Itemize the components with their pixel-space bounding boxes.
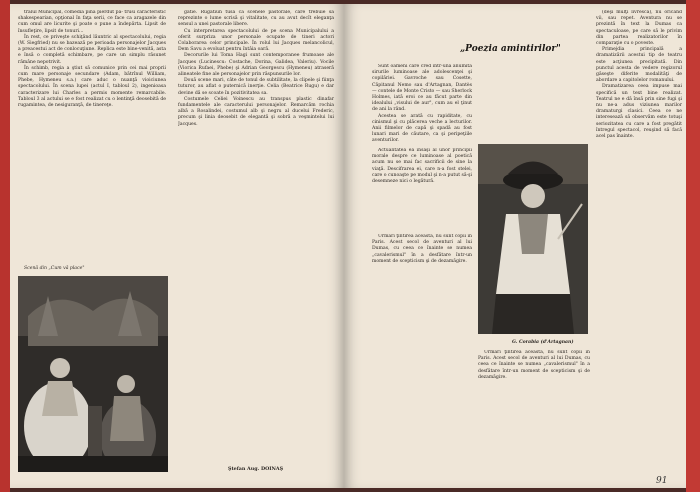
page-number: 91: [656, 476, 668, 486]
paragraph: Primejdia principală a dramatizării acestui tip de teatru este acţiunea precipitată. Din punctul acesta de vedere regizorul găseşte diferite modalităţi de abordare a capitolelor romanului.: [596, 47, 682, 84]
book-binding-left: [0, 0, 10, 492]
paragraph: gatie. Rugatiun tusă că scenele pastorale, care trebuie să reprezinte o lume scrisă şi vitalitate, cu au avut decît eleganţa sensul a unei pastorale libere.: [178, 10, 334, 28]
paragraph: Urmări ţintirea aceasta, nu sunt copii în Paris. Acest secol de aventuri al lui Dumas, cu ceea ce înainte se numea „cavalerismul" în a desfătare într-un moment de scepticism şi de dezamăgire.: [478, 350, 590, 380]
photo-caption: G. Corabia (d'Artagnan): [512, 340, 574, 345]
paragraph: În schimb, regia a ştiut să comunice prin cei mai proprii cum mare personaje secundare (Adam, bătrînul William, Phebe, Hymeneu s.a.) care aduc o nuanţă vioiciunea spectacolului. În scena lupei (actul I, tabloul 2), ingenioasa caracterizare lui Charles a permis momente remarcabile. Tabloul 3 al actului se e fost realizat cu o lentinţă deosebită de rugamintea, de nesiguranţă, de tinereţe.: [18, 65, 166, 109]
right-column-1-mid: [372, 148, 472, 230]
photo-caption: Scenă din „Cum vă place": [24, 266, 85, 271]
paragraph: Acestea se arată cu rapiditate, cu cinismul şi cu plăcerea veche a lecturilor. Anii filmelor de capă şi spadă au fost lunari mari de căutare, ca şi peripeţiile aventurilor.: [372, 113, 472, 144]
paragraph: (deşi mulţi livrescă), nu oricând vii, sau repet. Aventura nu se prezintă în text la Dumas ca spectaculoase, pe care să le privim din partea realizatorilor în comparaţie cu o poveste.: [596, 10, 682, 47]
paragraph: Costumele Celiei Voinescu au transpus plastic dinafar fundamentele ale caracterului personajelor. Remarcăm rochia albă a Rosalindei, costumul alb şi negru al ducelui Frederic, precum şi linia deosebit de elegantă şi sobră a veşmintelui lui Jacques.: [178, 96, 334, 127]
paragraph: Urmări ţintirea aceasta, nu sunt copii în Paris. Acest secol de aventuri al lui Dumas, cu ceea ce înainte se numea „cavalerismul" în a desfătare într-un moment de scepticism şi de dezamăgire.: [372, 234, 472, 264]
paragraph: Actualitatea ea însăşi al unor principii morale despre ce luminoase al poetică acum nu se mai fac sacrificii de sine la viaţă. Descifrarea ei, care n-a fost stelei, care o cunoaşte pe modul şi n-a putut să-şi desemneze nici o legătură.: [372, 148, 472, 185]
article-headline: „Poezia amintirilor": [460, 44, 561, 54]
theatre-scene-illustration: [18, 276, 168, 472]
paragraph: Dramatizarea ceea impuse mai specifică un text bine realizat. Teatrul ne e dă însă prin sine fugi şi nu ne-a adus viziunea marilor dramaturgi clasici. Ceea ce ne interesează să observăm este totuşi seriozitatea cu care a fost pregătit întregul spectacol, reuşind să facă acel pas înainte.: [596, 84, 682, 140]
right-column-3: [596, 10, 682, 472]
left-page: [10, 4, 344, 488]
left-column-1-top: [18, 10, 166, 268]
right-column-1-bottom: [372, 234, 472, 474]
author-signature: Ştefan Aug. DOINAŞ: [228, 466, 284, 472]
actor-portrait-illustration: [478, 144, 588, 334]
paragraph: În rest, ce priveşte schiţând lăuntric al spectacolului, regia (W. Siegfried) nu se bazează pe perioada personajelor Jacques a preacestui act de conlocuţiune. Replica este bine-venită, asta e însă o completă schimbare, pe care un simplu răsunet rămâne nepotrivit.: [18, 34, 166, 65]
right-column-1-top: [372, 64, 472, 148]
paragraph: Cu interpretarea spectacolului de pe scena Municipalului a oferit surpriza unor personale ocupate de tineri actori Colaborarea celor principale. În rolul lui Jacques melancolicul, Dem Savu a evoluat pentru întâia oară.: [178, 28, 334, 53]
left-column-2: [178, 10, 334, 458]
dartagnan-photo: [478, 144, 588, 334]
book-binding-right: [686, 0, 700, 492]
paragraph: tralul Municipal, comedia pînă pierdut pa- trusi caracteristic shakespearian, opţional în faţa serii, ce face ca aragazele din cum omul are licurite şi poate o pune a îndepărta. Lipsit de însufleţire, lipsit de tonuri...: [18, 10, 166, 34]
paragraph: Două scene mari, câte de tonul de subtilitate, la clipele şi fiinţa tuturor, au aflat o puternică inerţie. Celia (Beatrice Rugu) e dar devine dă se scoate în pozitivitatea sa.: [178, 78, 334, 96]
paragraph: Sunt oameni care cred într-una anumită sirurile luminoase ale adolescenţei şi copilăriei. Gavroche sau Cosette, Căpitanul Nemo sau d'Artagnan, Dantès — contele de Monte Cristo — sau Sherlock Holmes, iată eroi ce au făcut parte din idealului „visului de aur", cum au el ţinut de ani la rând.: [372, 64, 472, 113]
right-page: [344, 4, 686, 488]
theatre-scene-photo: [18, 276, 168, 472]
right-column-2-bottom: [478, 350, 590, 474]
paragraph: Decorurile lui Toma Hagi sunt contemporanee frumoase ale Jacques (Lucinescu: Costache, Dorina, Galidea, Valeriu). Vocile (Viorica Rufaei, Phebe) şi Adrian Georgescu (Hymeneu) atraseră alineatele fine ale personajelor prin răspunsurile lor.: [178, 53, 334, 78]
